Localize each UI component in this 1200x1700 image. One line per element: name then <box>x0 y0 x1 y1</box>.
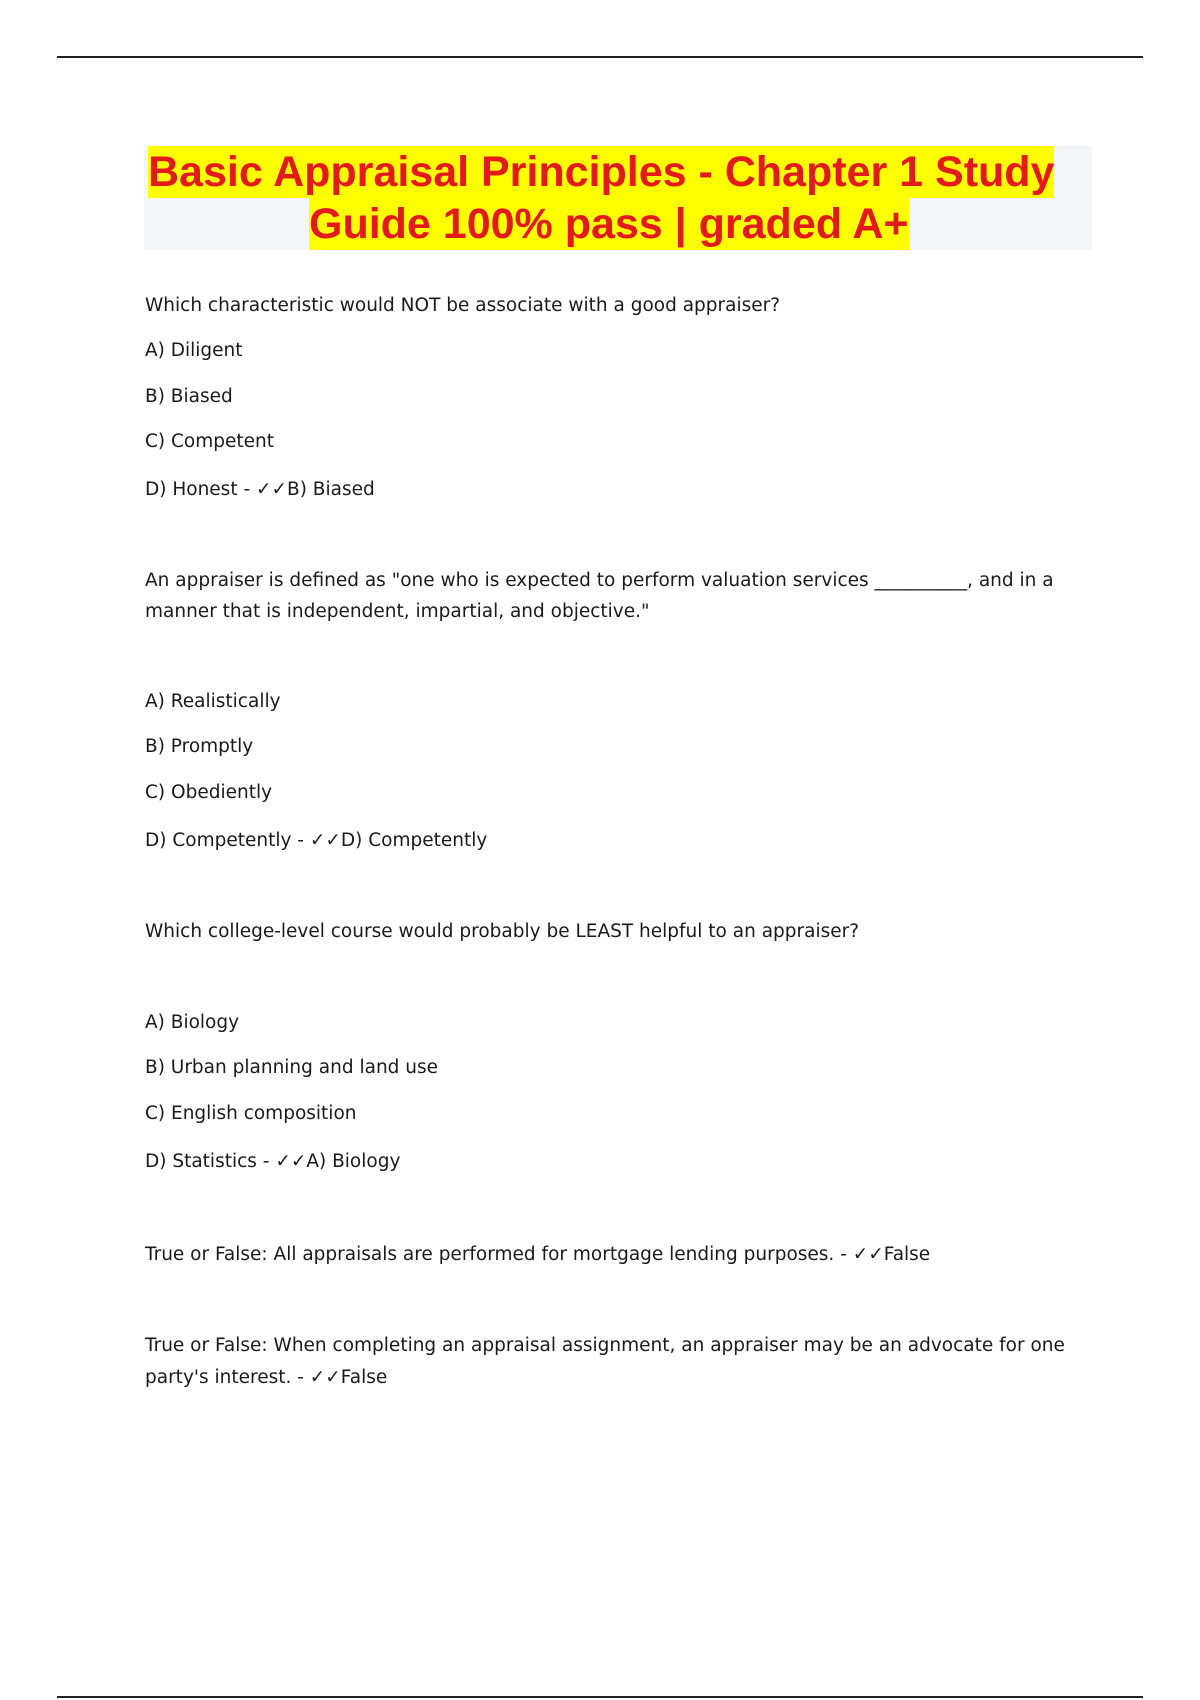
question-3-option-c: C) English composition <box>145 1103 357 1124</box>
question-5-line-1: True or False: When completing an appraisal assignment, an appraiser may be an advocate for one <box>145 1335 1065 1356</box>
question-2-line-1: An appraiser is defined as "one who is expected to perform valuation services __________, and in a <box>145 570 1054 591</box>
question-5-line-2: party's interest. - ✓✓False <box>145 1367 388 1388</box>
page-title-line-2: Guide 100% pass | graded A+ <box>309 200 909 248</box>
question-2-option-b: B) Promptly <box>145 736 254 757</box>
question-3-option-d-answer: D) Statistics - ✓✓A) Biology <box>145 1151 401 1172</box>
footer-rule <box>57 1696 1143 1698</box>
question-3: Which college-level course would probably be LEAST helpful to an appraiser? <box>145 921 860 942</box>
question-2-option-c: C) Obediently <box>145 782 273 803</box>
question-1-option-a: A) Diligent <box>145 340 243 361</box>
question-3-option-a: A) Biology <box>145 1012 240 1033</box>
question-2-line-2: manner that is independent, impartial, and objective." <box>145 601 650 622</box>
question-1-option-b: B) Biased <box>145 386 233 407</box>
page-title-line-1: Basic Appraisal Principles - Chapter 1 Study <box>148 148 1055 196</box>
question-4-true-false: True or False: All appraisals are performed for mortgage lending purposes. - ✓✓False <box>145 1244 931 1265</box>
question-2-option-d-answer: D) Competently - ✓✓D) Competently <box>145 830 488 851</box>
question-1-option-d-answer: D) Honest - ✓✓B) Biased <box>145 479 375 500</box>
question-3-option-b: B) Urban planning and land use <box>145 1057 439 1078</box>
question-1: Which characteristic would NOT be associate with a good appraiser? <box>145 295 781 316</box>
question-1-option-c: C) Competent <box>145 431 275 452</box>
question-2-option-a: A) Realistically <box>145 691 281 712</box>
header-rule <box>57 56 1143 58</box>
